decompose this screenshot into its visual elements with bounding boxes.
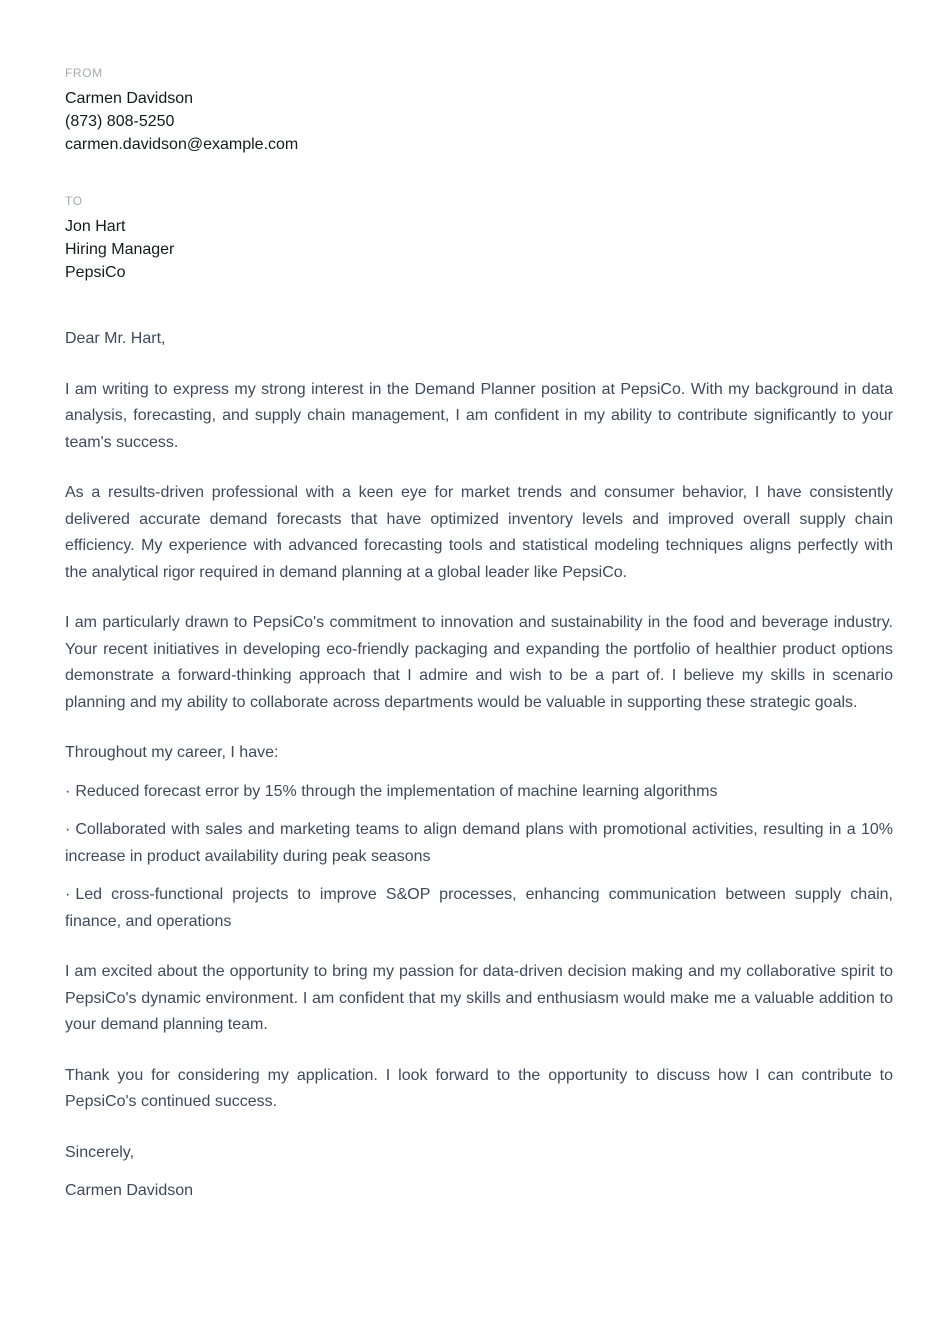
to-label: TO <box>65 194 83 208</box>
paragraph-intro: I am writing to express my strong interest in the Demand Planner position at PepsiCo. With my background in data analysis, forecasting, and supply chain management, I am confident in my ability to contribute significantly to your team's success. <box>65 380 893 451</box>
bullet-marker: · <box>65 782 71 800</box>
recipient-title: Hiring Manager <box>65 241 175 258</box>
bullet-item <box>65 817 893 870</box>
bullet-item <box>65 882 893 935</box>
paragraph-experience: As a results-driven professional with a keen eye for market trends and consumer behavior, I have consistently delivered accurate demand forecasts that have optimized inventory levels and improved overall supply chain efficiency. My experience with advanced forecasting tools and statistical modeling techniques aligns perfectly with the analytical rigor required in demand planning at a global leader like PepsiCo. <box>65 484 893 581</box>
bullet-intro: Throughout my career, I have: <box>65 744 279 761</box>
paragraph-enthusiasm: I am excited about the opportunity to bring my passion for data-driven decision making and my collaborative spirit to PepsiCo's dynamic environment. I am confident that my skills and enthusiasm would make me a valuable addition to your demand planning team. <box>65 963 893 1033</box>
bullet-item <box>65 779 893 806</box>
bullet-marker: · <box>65 886 71 903</box>
sender-name: Carmen Davidson <box>65 90 194 107</box>
recipient-block <box>65 194 893 284</box>
paragraph-motivation: I am particularly drawn to PepsiCo's commitment to innovation and sustainability in the food and beverage industry. Your recent initiatives in developing eco-friendly packaging and expanding the portfolio of healthier product options demonstrate a forward-thinking approach that I admire and wish to be a part of. I believe my skills in scenario planning and my ability to collaborate across departments would be valuable in supporting these strategic goals. <box>65 614 893 711</box>
bullet-marker: · <box>65 821 71 838</box>
signoff: Sincerely, <box>65 1143 135 1161</box>
recipient-name: Jon Hart <box>65 218 126 235</box>
bullet-text-collaboration: Collaborated with sales and marketing teams to align demand plans with promotional activities, resulting in a 10% increase in product availability during peak seasons <box>65 821 893 865</box>
bullet-text-forecast: Reduced forecast error by 15% through the implementation of machine learning algorithms <box>75 782 718 800</box>
sender-email: carmen.davidson@example.com <box>65 136 299 153</box>
sender-block <box>65 66 893 156</box>
signature-name: Carmen Davidson <box>65 1182 194 1199</box>
letter-body <box>65 326 893 1205</box>
sender-phone: (873) 808-5250 <box>65 113 175 130</box>
recipient-company: PepsiCo <box>65 264 126 281</box>
from-label: FROM <box>65 66 103 80</box>
salutation: Dear Mr. Hart, <box>65 330 166 347</box>
bullet-text-sop: Led cross-functional projects to improve S&OP processes, enhancing communication between supply chain, finance, and operations <box>65 886 893 930</box>
paragraph-thanks: Thank you for considering my application. I look forward to the opportunity to discuss how I can contribute to PepsiCo's continued success. <box>65 1066 893 1110</box>
